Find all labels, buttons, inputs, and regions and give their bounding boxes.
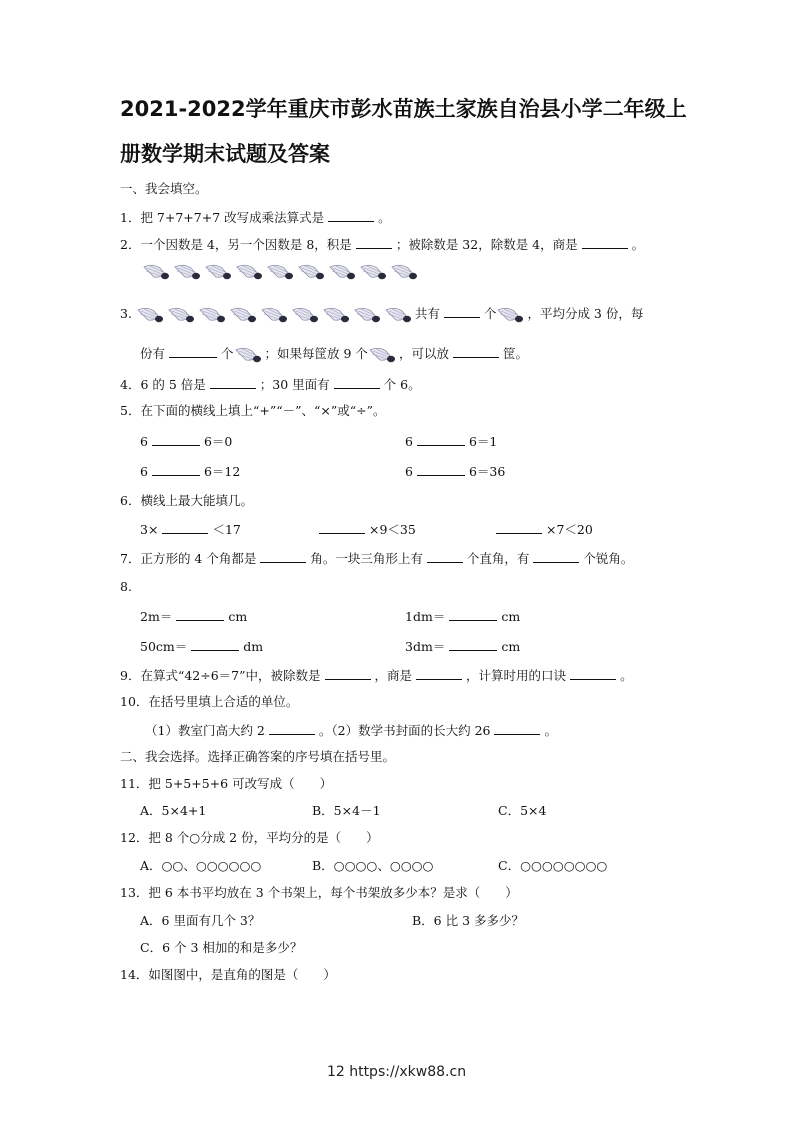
shuttlecock-icon (390, 263, 418, 281)
question-8-number: 8. (120, 579, 132, 594)
answer-blank[interactable] (334, 375, 380, 389)
answer-blank[interactable] (453, 344, 499, 358)
question-11-stem: 11．把 5+5+5+6 可改写成（ ） (120, 776, 333, 791)
answer-blank[interactable] (570, 666, 616, 680)
shuttlecock-icon (496, 306, 524, 324)
answer-blank[interactable] (494, 721, 540, 735)
question-8-item: 3dm＝ cm (405, 639, 521, 654)
answer-blank[interactable] (496, 520, 542, 534)
answer-blank[interactable] (444, 304, 480, 318)
question-12-option-b[interactable]: B．○○○○、○○○○ (312, 858, 434, 873)
shuttlecock-icon (260, 306, 288, 324)
question-14-stem: 14．如图图中，是直角的图是（ ） (120, 967, 336, 982)
shuttlecock-icon (297, 263, 325, 281)
question-3-cont: 份有 个 ；如果每筐放 9 个 ，可以放 筐。 (140, 344, 528, 364)
question-5-item: 6 6＝12 (140, 464, 241, 479)
answer-blank[interactable] (176, 607, 224, 621)
question-13-stem: 13．把 6 本书平均放在 3 个书架上，每个书架放多少本？是求（ ） (120, 885, 518, 900)
shuttlecock-icon (234, 346, 262, 364)
shuttlecock-icon (235, 263, 263, 281)
document-title-line2: 册数学期末试题及答案 (120, 142, 330, 166)
question-13-option-c[interactable]: C．6 个 3 相加的和是多少？ (140, 940, 303, 955)
question-3: 3. 共有 个 ，平均分成 3 份，每 (120, 304, 643, 324)
shuttlecock-icon (167, 306, 195, 324)
question-5-item: 6 6＝0 (140, 434, 233, 449)
shuttlecock-icon (359, 263, 387, 281)
question-6-item: ×7＜20 (492, 520, 593, 539)
answer-blank[interactable] (260, 549, 306, 563)
answer-blank[interactable] (417, 462, 465, 476)
answer-blank[interactable] (356, 235, 392, 249)
section-1-heading: 一、我会填空。 (120, 181, 208, 196)
shuttlecock-icon (322, 306, 350, 324)
shuttlecock-icon (328, 263, 356, 281)
question-6-item: ×9＜35 (315, 520, 416, 539)
document-title-line1: 2021-2022学年重庆市彭水苗族土家族自治县小学二年级上 (120, 97, 687, 121)
question-7: 7．正方形的 4 个角都是 角。一块三角形上有 个直角，有 个锐角。 (120, 551, 634, 566)
shuttlecock-icon (198, 306, 226, 324)
answer-blank[interactable] (449, 607, 497, 621)
question-11-option-c[interactable]: C．5×4 (498, 803, 547, 818)
shuttlecock-icon (136, 306, 164, 324)
question-12-option-a[interactable]: A．○○、○○○○○○ (140, 858, 262, 873)
shuttlecock-icon (229, 306, 257, 324)
question-6-item: 3× ＜17 (140, 522, 241, 537)
question-6-stem: 6．横线上最大能填几。 (120, 493, 253, 508)
question-1: 1．把 7+7+7+7 改写成乘法算式是 。 (120, 210, 391, 225)
question-12-option-c[interactable]: C．○○○○○○○○ (498, 858, 608, 873)
question-5-item: 6 6＝36 (405, 464, 506, 479)
question-10-items: （1）教室门高大约 2 。（2）数学书封面的长大约 26 。 (145, 723, 557, 738)
question-5-stem: 5．在下面的横线上填上“+”“－”、“×”或“÷”。 (120, 403, 386, 418)
question-10-stem: 10．在括号里填上合适的单位。 (120, 694, 299, 709)
question-8-item: 2m＝ cm (140, 609, 248, 624)
question-12-stem: 12．把 8 个○分成 2 份，平均分的是（ ） (120, 830, 379, 845)
question-13-option-a[interactable]: A．6 里面有几个 3？ (140, 913, 261, 928)
shuttlecock-icon (291, 306, 319, 324)
shuttlecock-icon (142, 263, 170, 281)
answer-blank[interactable] (319, 520, 365, 534)
shuttlecock-icon (353, 306, 381, 324)
answer-blank[interactable] (582, 235, 628, 249)
answer-blank[interactable] (449, 637, 497, 651)
answer-blank[interactable] (417, 432, 465, 446)
shuttlecock-icon (368, 346, 396, 364)
answer-blank[interactable] (269, 721, 315, 735)
shuttlecock-icon (266, 263, 294, 281)
question-9: 9．在算式“42÷6＝7”中，被除数是 ，商是 ，计算时用的口诀 。 (120, 668, 633, 683)
shuttlecock-row-1 (142, 262, 421, 281)
question-8-item: 50cm＝ dm (140, 639, 264, 654)
shuttlecock-icon (173, 263, 201, 281)
shuttlecock-icon (204, 263, 232, 281)
answer-blank[interactable] (152, 432, 200, 446)
question-13-option-b[interactable]: B．6 比 3 多多少？ (412, 913, 525, 928)
answer-blank[interactable] (328, 208, 374, 222)
question-4: 4．6 的 5 倍是 ；30 里面有 个 6。 (120, 377, 421, 392)
answer-blank[interactable] (191, 637, 239, 651)
answer-blank[interactable] (325, 666, 371, 680)
question-8-item: 1dm＝ cm (405, 609, 521, 624)
answer-blank[interactable] (210, 375, 256, 389)
answer-blank[interactable] (169, 344, 217, 358)
answer-blank[interactable] (416, 666, 462, 680)
answer-blank[interactable] (427, 549, 463, 563)
answer-blank[interactable] (162, 520, 208, 534)
answer-blank[interactable] (152, 462, 200, 476)
question-5-item: 6 6＝1 (405, 434, 498, 449)
shuttlecock-icon (384, 306, 412, 324)
question-11-option-b[interactable]: B．5×4－1 (312, 803, 381, 818)
page-footer: 12 https://xkw88.cn (326, 1064, 467, 1080)
section-2-heading: 二、我会选择。选择正确答案的序号填在括号里。 (120, 749, 396, 764)
question-11-option-a[interactable]: A．5×4+1 (140, 803, 207, 818)
question-2: 2．一个因数是 4，另一个因数是 8，积是 ；被除数是 32，除数是 4，商是 。 (120, 237, 645, 252)
shuttlecock-row-2 (136, 306, 415, 321)
answer-blank[interactable] (533, 549, 579, 563)
